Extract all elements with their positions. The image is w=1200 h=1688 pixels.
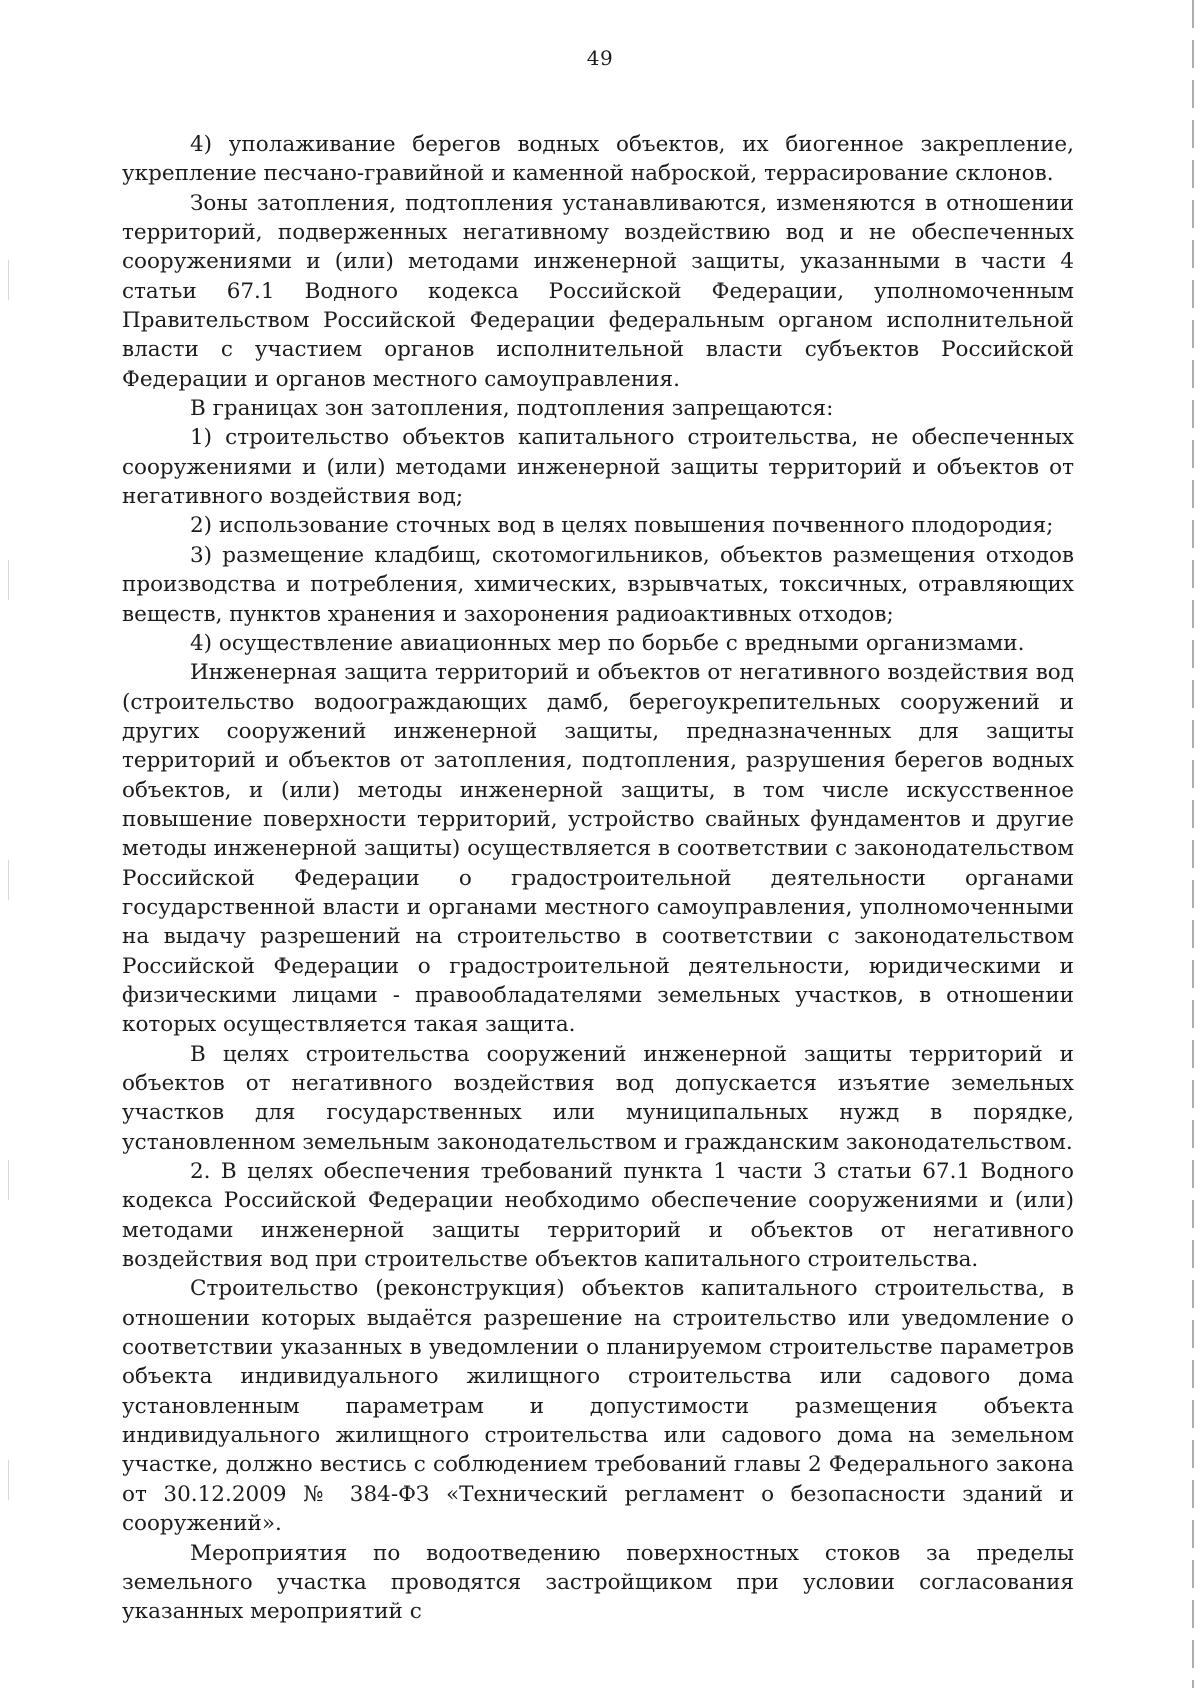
paragraph: 3) размещение кладбищ, скотомогильников, объектов размещения отходов производства и потребления, химических, взрывчатых, токсичных, отравляющих веществ, пунктов хранения и захоронения радиоактивных отходов;	[122, 542, 1074, 627]
paragraph: Строительство (реконструкция) объектов капитального строительства, в отношении которых выдаётся разрешение на строительство или уведомление о соответствии указанных в уведомлении о планируемом строительстве параметров объекта индивидуального жилищного строительства или садового дома установленным параметрам и допустимости размещения объекта индивидуального жилищного строительства или садового дома на земельном участке, должно вестись с соблюдением требований главы 2 Федерального закона от 30.12.2009 № 384-ФЗ «Технический регламент о безопасности зданий и сооружений».	[122, 1276, 1074, 1537]
paragraph: Инженерная защита территорий и объектов от негативного воздействия вод (строительство водоограждающих дамб, берегоукрепительных сооружений и других сооружений инженерной защиты, предназначенных для защиты территорий и объектов от затопления, подтопления, разрушения берегов водных объектов, и (или) методы инженерной защиты, в том числе искусственное повышение поверхности территорий, устройство свайных фундаментов и другие методы инженерной защиты) осуществляется в соответствии с законодательством Российской Федерации о градостроительной деятельности органами государственной власти и органами местного самоуправления, уполномоченными на выдачу разрешений на строительство в соответствии с законодательством Российской Федерации о градостроительной деятельности, юридическими и физическими лицами - правообладателями земельных участков, в отношении которых осуществляется такая защита.	[122, 660, 1074, 1038]
scan-edge-left	[8, 0, 9, 1688]
paragraph: В целях строительства сооружений инженерной защиты территорий и объектов от негативного воздействия вод допускается изъятие земельных участков для государственных или муниципальных нужд в порядке, установленном земельным законодательством и гражданским законодательством.	[122, 1041, 1074, 1155]
paragraph: 4) уполаживание берегов водных объектов, их биогенное закрепление, укрепление песчано-гравийной и каменной наброской, террасирование склонов.	[122, 132, 1074, 187]
paragraph: 2) использование сточных вод в целях повышения почвенного плодородия;	[190, 513, 1054, 539]
paragraph: Мероприятия по водоотведению поверхностных стоков за пределы земельного участка проводятся застройщиком при условии согласования указанных мероприятий с	[122, 1540, 1074, 1625]
page-number: 49	[586, 46, 614, 70]
paragraph: Зоны затопления, подтопления устанавливаются, изменяются в отношении территорий, подверженных негативному воздействию вод и не обеспеченных сооружениями и (или) методами инженерной защиты, указанными в части 4 статьи 67.1 Водного кодекса Российской Федерации, уполномоченным Правительством Российской Федерации федеральным органом исполнительной власти с участием органов исполнительной власти субъектов Российской Федерации и органов местного самоуправления.	[122, 190, 1074, 392]
scan-edge-right	[1192, 0, 1194, 1688]
paragraph: В границах зон затопления, подтопления запрещаются:	[190, 396, 834, 422]
document-body	[122, 130, 1074, 1627]
paragraph: 4) осуществление авиационных мер по борьбе с вредными организмами.	[190, 630, 1025, 656]
paragraph: 2. В целях обеспечения требований пункта 1 части 3 статьи 67.1 Водного кодекса Российской Федерации необходимо обеспечение сооружениями и (или) методами инженерной защиты территорий и объектов от негативного воздействия вод при строительстве объектов капитального строительства.	[122, 1159, 1074, 1273]
paragraph: 1) строительство объектов капитального строительства, не обеспеченных сооружениями и (или) методами инженерной защиты территорий и объектов от негативного воздействия вод;	[122, 425, 1074, 510]
